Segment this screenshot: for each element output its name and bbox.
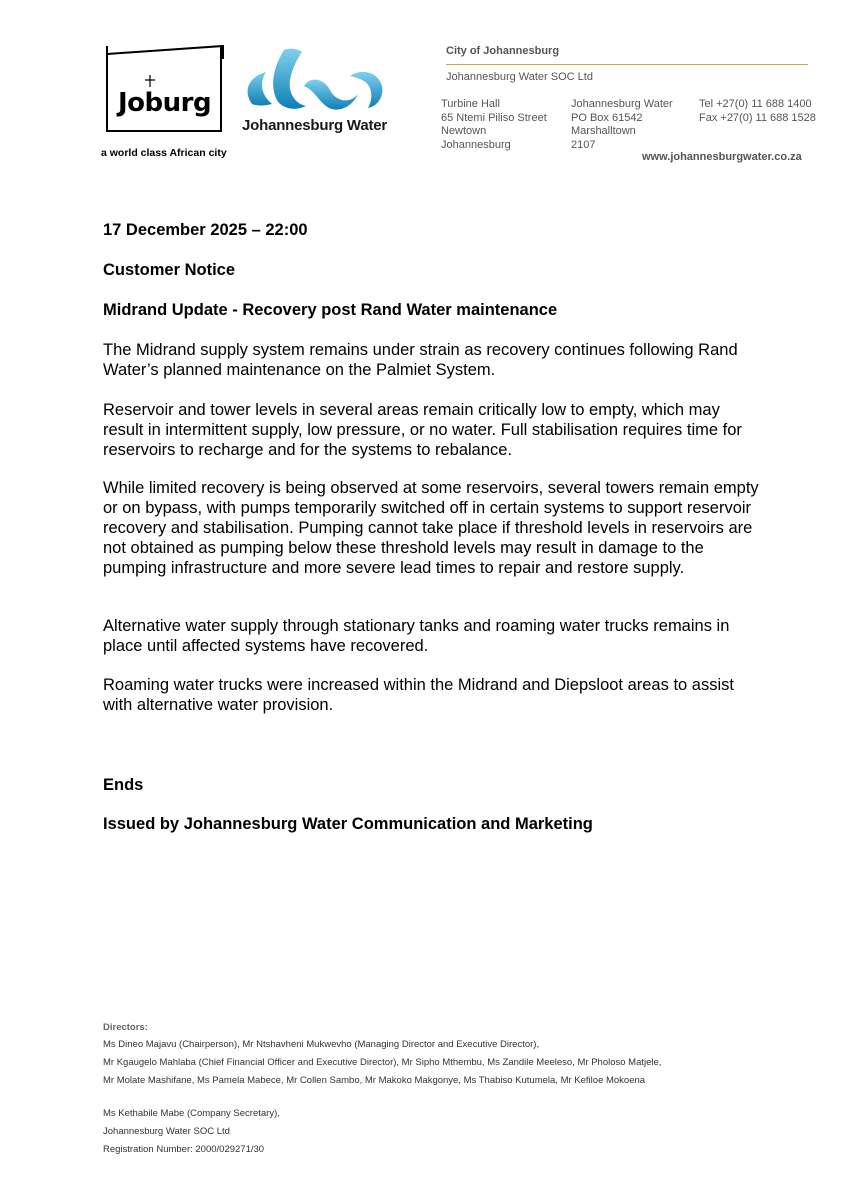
website-link[interactable]: www.johannesburgwater.co.za	[642, 151, 802, 163]
directors-heading: Directors:	[103, 1022, 148, 1033]
notice-ends: Ends	[103, 776, 144, 794]
address-line: Newtown	[441, 125, 487, 137]
header-entity: Johannesburg Water SOC Ltd	[446, 71, 593, 83]
address-line: PO Box 61542	[571, 111, 643, 124]
issued-by: Issued by Johannesburg Water Communication and Marketing	[103, 815, 593, 833]
address-line: Marshalltown	[571, 125, 636, 137]
company-secretary: Ms Kethabile Mabe (Company Secretary),	[103, 1108, 280, 1119]
jw-wave-logo-icon	[240, 46, 388, 118]
address-line: Turbine Hall	[441, 98, 500, 110]
notice-paragraph: The Midrand supply system remains under strain as recovery continues following Rand Water’s planned maintenance on the Palmiet System.	[103, 341, 738, 379]
joburg-logo-star-icon	[145, 75, 155, 87]
address-line: Johannesburg	[441, 138, 511, 151]
notice-paragraph: Reservoir and tower levels in several areas remain critically low to empty, which may result in intermittent supply, low pressure, or no water. Full stabilisation requires time for reservoirs to recharge and for the systems to rebalance.	[103, 401, 742, 459]
notice-type: Customer Notice	[103, 261, 236, 279]
jw-logo-name: Johannesburg Water	[242, 117, 388, 134]
directors-line: Ms Dineo Majavu (Chairperson), Mr Ntshavheni Mukwevho (Managing Director and Executive Director),	[103, 1039, 540, 1050]
notice-heading: Midrand Update - Recovery post Rand Water maintenance	[103, 301, 558, 319]
address-line: 65 Ntemi Piliso Street	[441, 111, 547, 124]
address-line: Johannesburg Water	[571, 98, 673, 110]
joburg-tagline: a world class African city	[101, 147, 227, 159]
joburg-logo-wordmark: Joburg	[118, 88, 212, 118]
notice-paragraph: Roaming water trucks were increased within the Midrand and Diepsloot areas to assist with alternative water provision.	[103, 676, 734, 714]
telephone: Tel +27(0) 11 688 1400	[699, 98, 812, 110]
directors-line: Mr Molate Mashifane, Ms Pamela Mabece, Mr Collen Sambo, Mr Makoko Makgonye, Ms Thabiso Kutumela, Mr Kefiloe Mokoena	[103, 1075, 646, 1086]
notice-paragraph: While limited recovery is being observed at some reservoirs, several towers remain empty or on bypass, with pumps temporarily switched off in certain systems to support reservoir recovery and stabilisation. Pumping cannot take place if threshold levels in reservoirs are not obtained as pumping below these threshold levels may result in damage to the pumping infrastructure and more severe lead times to repair and restore supply.	[103, 479, 759, 577]
header-divider	[446, 64, 808, 65]
joburg-logo-roof-icon	[106, 40, 224, 60]
company-name: Johannesburg Water SOC Ltd	[103, 1126, 230, 1137]
address-postal	[571, 98, 673, 152]
address-line: 2107	[571, 138, 596, 151]
contact-numbers	[699, 98, 816, 125]
notice-datetime: 17 December 2025 – 22:00	[103, 221, 308, 239]
notice-paragraph: Alternative water supply through stationary tanks and roaming water trucks remains in place until affected systems have recovered.	[103, 617, 730, 655]
header-city: City of Johannesburg	[446, 45, 560, 57]
address-physical	[441, 98, 547, 152]
registration-number: Registration Number: 2000/029271/30	[103, 1144, 265, 1155]
directors-line: Mr Kgaugelo Mahlaba (Chief Financial Officer and Executive Director), Mr Sipho Mthembu, Ms Zandile Meeleso, Mr Pholoso Matjele,	[103, 1057, 662, 1068]
fax: Fax +27(0) 11 688 1528	[699, 111, 816, 124]
